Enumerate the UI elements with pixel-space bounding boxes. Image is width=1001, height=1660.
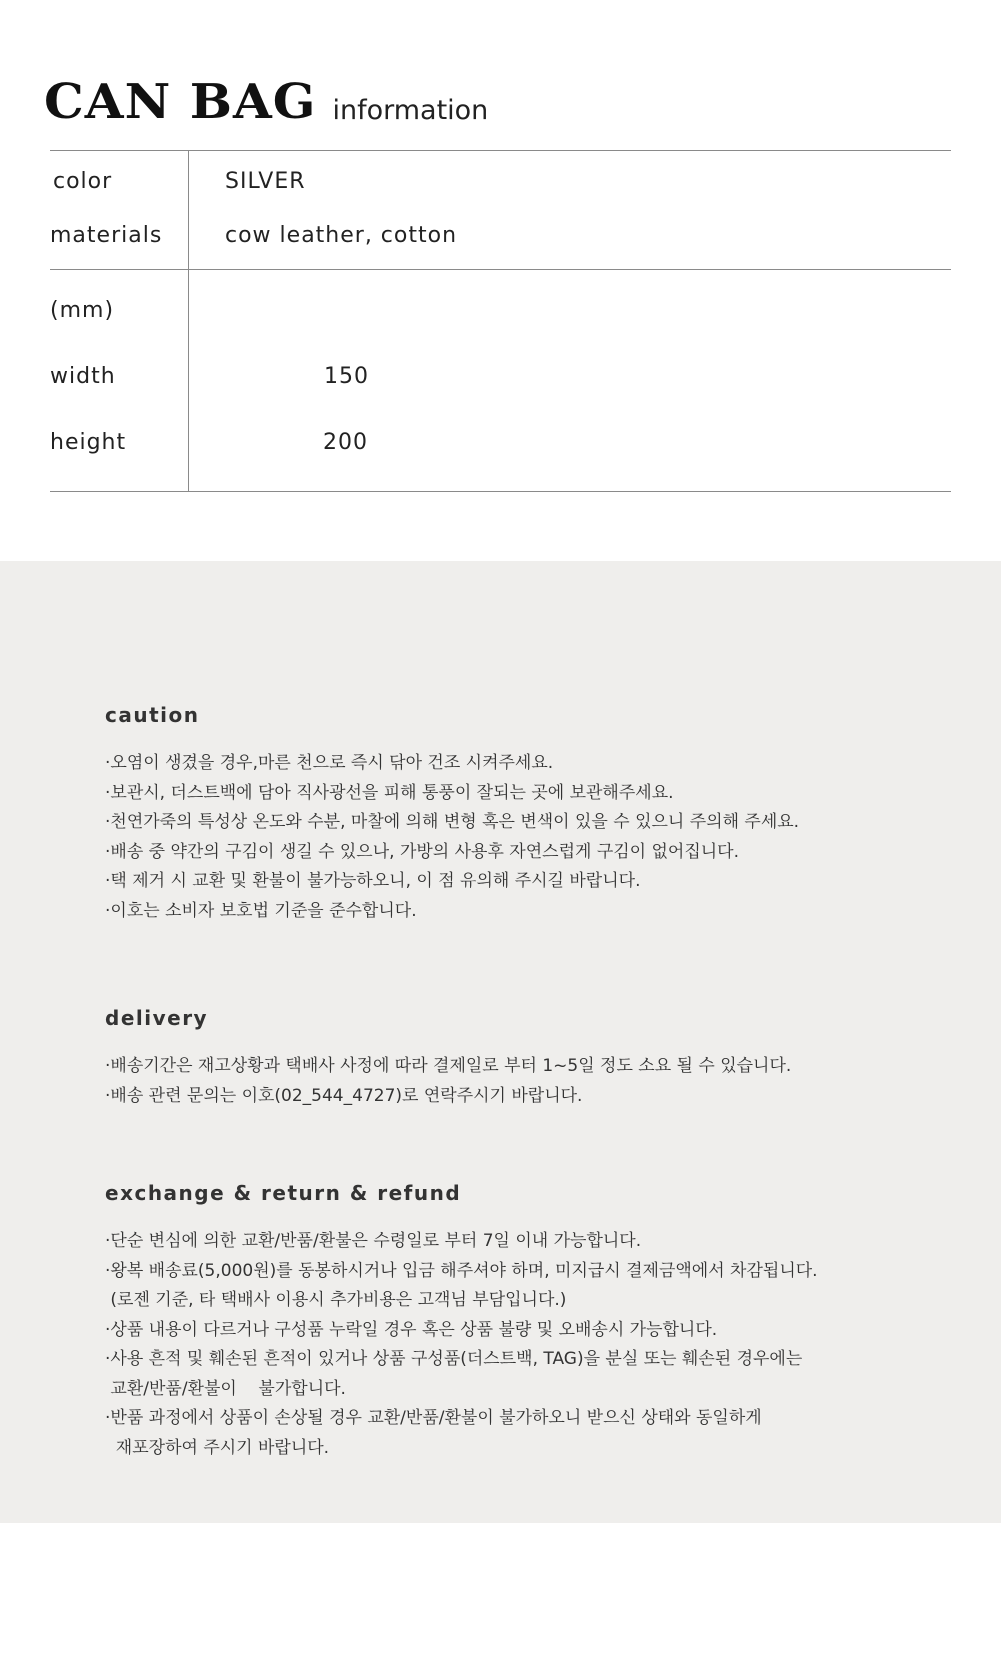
exchange-line: 재포장하여 주시기 바랍니다. xyxy=(105,1437,330,1458)
delivery-block xyxy=(105,1006,965,1111)
caution-block xyxy=(105,703,965,926)
delivery-title: delivery xyxy=(105,1006,209,1030)
unit-label: (mm) xyxy=(50,298,115,323)
column-divider xyxy=(188,270,189,491)
delivery-line: ·배송 관련 문의는 이호(02_544_4727)로 연락주시기 바랍니다. xyxy=(105,1085,583,1106)
height-value: 200 xyxy=(323,430,368,455)
caution-line: ·택 제거 시 교환 및 환불이 불가능하오니, 이 점 유의해 주시길 바랍니다. xyxy=(105,871,641,891)
caution-line: ·오염이 생겼을 경우,마른 천으로 즉시 닦아 건조 시켜주세요. xyxy=(105,753,554,773)
column-divider xyxy=(188,151,189,269)
caution-line: ·천연가죽의 특성상 온도와 수분, 마찰에 의해 변형 혹은 변색이 있을 수 있으니 주의해 주세요. xyxy=(105,812,800,832)
width-value: 150 xyxy=(324,364,369,389)
delivery-line: ·배송기간은 재고상황과 택배사 사정에 따라 결제일로 부터 1~5일 정도 소요 될 수 있습니다. xyxy=(105,1056,792,1076)
exchange-block xyxy=(105,1181,965,1463)
height-label: height xyxy=(50,430,127,455)
exchange-line: ·단순 변심에 의한 교환/반품/환불은 수령일로 부터 7일 이내 가능합니다. xyxy=(105,1231,642,1251)
product-subtitle: information xyxy=(332,95,489,126)
spec-table xyxy=(50,150,951,492)
color-label: color xyxy=(53,169,113,194)
divider xyxy=(50,491,951,492)
exchange-title: exchange & return & refund xyxy=(105,1181,462,1205)
exchange-line: ·반품 과정에서 상품이 손상될 경우 교환/반품/환불이 불가하오니 받으신 상태와 동일하게 xyxy=(105,1408,762,1428)
color-value: SILVER xyxy=(225,169,306,194)
spec-section-info xyxy=(50,151,951,269)
materials-value: cow leather, cotton xyxy=(225,223,458,248)
exchange-line: (로젠 기준, 타 택배사 이용시 추가비용은 고객님 부담입니다.) xyxy=(105,1290,567,1310)
page-header xyxy=(44,72,488,131)
caution-line: ·보관시, 더스트백에 담아 직사광선을 피해 통풍이 잘되는 곳에 보관해주세요. xyxy=(105,782,674,803)
exchange-line: ·사용 흔적 및 훼손된 흔적이 있거나 상품 구성품(더스트백, TAG)을 분실 또는 훼손된 경우에는 xyxy=(105,1349,803,1369)
spec-section-size xyxy=(50,270,951,491)
notice-panel xyxy=(0,561,1001,1523)
width-label: width xyxy=(50,364,116,389)
materials-label: materials xyxy=(50,223,163,248)
caution-line: ·배송 중 약간의 구김이 생길 수 있으나, 가방의 사용후 자연스럽게 구김이 없어집니다. xyxy=(105,841,740,862)
exchange-line: ·상품 내용이 다르거나 구성품 누락일 경우 혹은 상품 불량 및 오배송시 가능합니다. xyxy=(105,1319,718,1340)
caution-line: ·이호는 소비자 보호법 기준을 준수합니다. xyxy=(105,900,417,921)
exchange-line: ·왕복 배송료(5,000원)를 동봉하시거나 입금 해주셔야 하며, 미지급시 결제금액에서 차감됩니다. xyxy=(105,1260,818,1281)
product-title: CAN BAG xyxy=(44,73,317,130)
exchange-line: 교환/반품/환불이 불가합니다. xyxy=(105,1378,346,1399)
caution-title: caution xyxy=(105,703,200,727)
